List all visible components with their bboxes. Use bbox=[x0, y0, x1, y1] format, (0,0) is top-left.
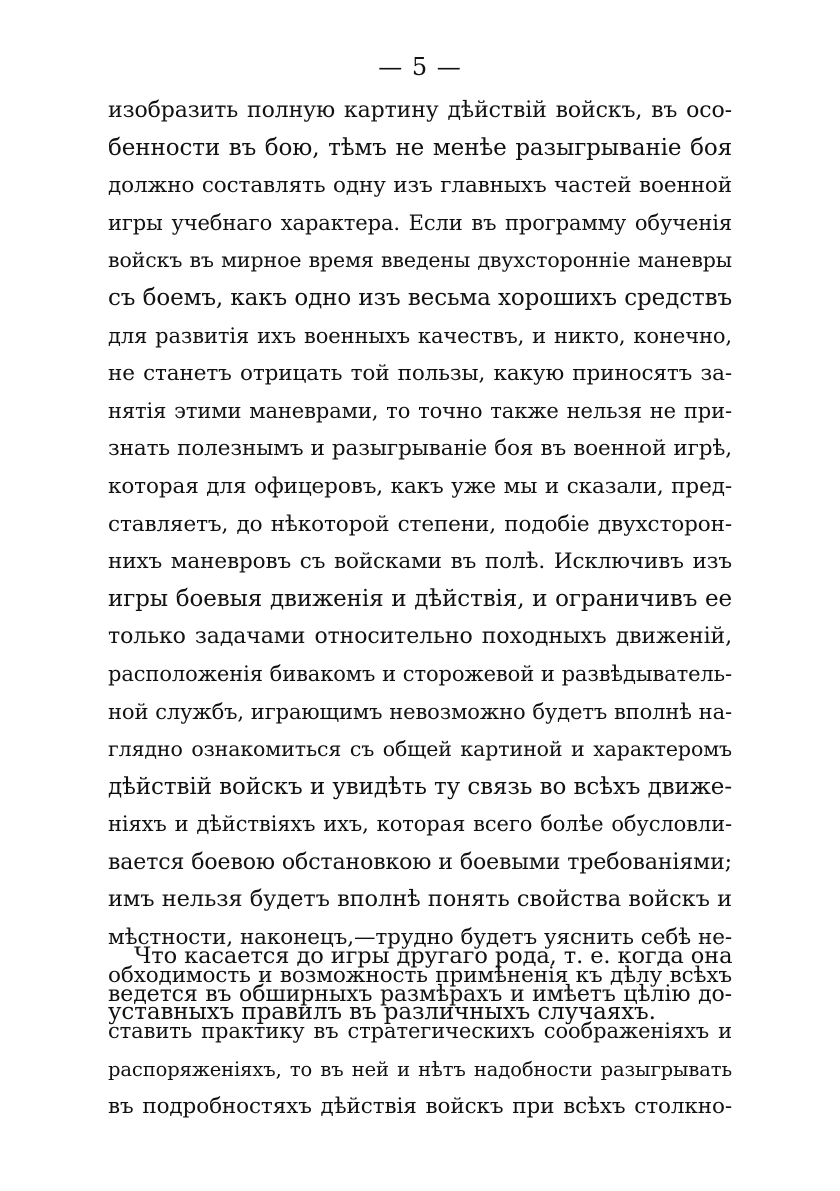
text-line: расположенія бивакомъ и сторожевой и развѣдыватель- bbox=[108, 661, 732, 686]
page-number: — 5 — bbox=[378, 53, 462, 81]
text-line: войскъ въ мирное время введены двухсторонніе маневры bbox=[108, 248, 732, 273]
text-line: ніяхъ и дѣйствіяхъ ихъ, которая всего болѣе обусловли- bbox=[108, 812, 732, 837]
text-line: въ подробностяхъ дѣйствія войскъ при всѣхъ столкно- bbox=[108, 1094, 732, 1120]
text-line: нятія этими маневрами, то точно также нельзя не при- bbox=[108, 398, 732, 423]
text-line: знать полезнымъ и разыгрываніе боя въ военной игрѣ, bbox=[108, 436, 732, 462]
text-line: должно составлять одну изъ главныхъ частей военной bbox=[108, 173, 732, 199]
text-line: не станетъ отрицать той пользы, какую приносятъ за- bbox=[108, 361, 732, 387]
text-line: ставить практику въ стратегическихъ соображеніяхъ и bbox=[108, 1019, 732, 1044]
text-line: уставныхъ правилъ въ различныхъ случаяхъ. bbox=[108, 999, 656, 1026]
text-line: обходимость и возможность примѣненія къ дѣлу всѣхъ bbox=[108, 962, 732, 988]
text-line: бенности въ бою, тѣмъ не менѣе разыгрываніе боя bbox=[108, 134, 732, 161]
text-line: для развитія ихъ военныхъ качествъ, и никто, конечно, bbox=[108, 323, 732, 348]
text-line: игры боевыя движенія и дѣйствія, и ограничивъ ее bbox=[108, 585, 732, 612]
text-line: игры учебнаго характера. Если въ программу обученія bbox=[108, 210, 732, 235]
text-line: вается боевою обстановкою и боевыми требованіями; bbox=[108, 849, 732, 875]
text-line: только задачами относительно походныхъ движеній, bbox=[108, 624, 732, 650]
paragraph-1 bbox=[108, 92, 732, 1032]
text-line: Что касается до игры другаго рода, т. е. когда она bbox=[134, 943, 732, 969]
text-line: ной службъ, играющимъ невозможно будетъ вполнѣ на- bbox=[108, 699, 732, 724]
text-line: которая для офицеровъ, какъ уже мы и сказали, пред- bbox=[108, 473, 732, 499]
text-line: дѣйствій войскъ и увидѣть ту связь во всѣхъ движе- bbox=[108, 773, 732, 800]
text-line: ведется въ обширныхъ размѣрахъ и имѣетъ цѣлію до- bbox=[108, 981, 732, 1007]
text-line: мѣстности, наконецъ,—трудно будетъ уяснить себѣ не- bbox=[108, 925, 732, 951]
text-line: нихъ маневровъ съ войсками въ полѣ. Исключивъ изъ bbox=[108, 549, 732, 575]
text-line: съ боемъ, какъ одно изъ весьма хорошихъ средствъ bbox=[108, 284, 732, 311]
text-line: ставляетъ, до нѣкоторой степени, подобіе двухсторон- bbox=[108, 511, 732, 537]
text-line: распоряженіяхъ, то въ ней и нѣтъ надобности разыгрывать bbox=[108, 1057, 732, 1081]
text-line: изобразить полную картину дѣйствій войскъ, въ осо- bbox=[108, 98, 732, 123]
text-line: глядно ознакомиться съ общей картиной и характеромъ bbox=[108, 737, 732, 762]
paragraph-2 bbox=[108, 938, 732, 1126]
text-line: имъ нельзя будетъ вполнѣ понять свойства войскъ и bbox=[108, 886, 732, 913]
